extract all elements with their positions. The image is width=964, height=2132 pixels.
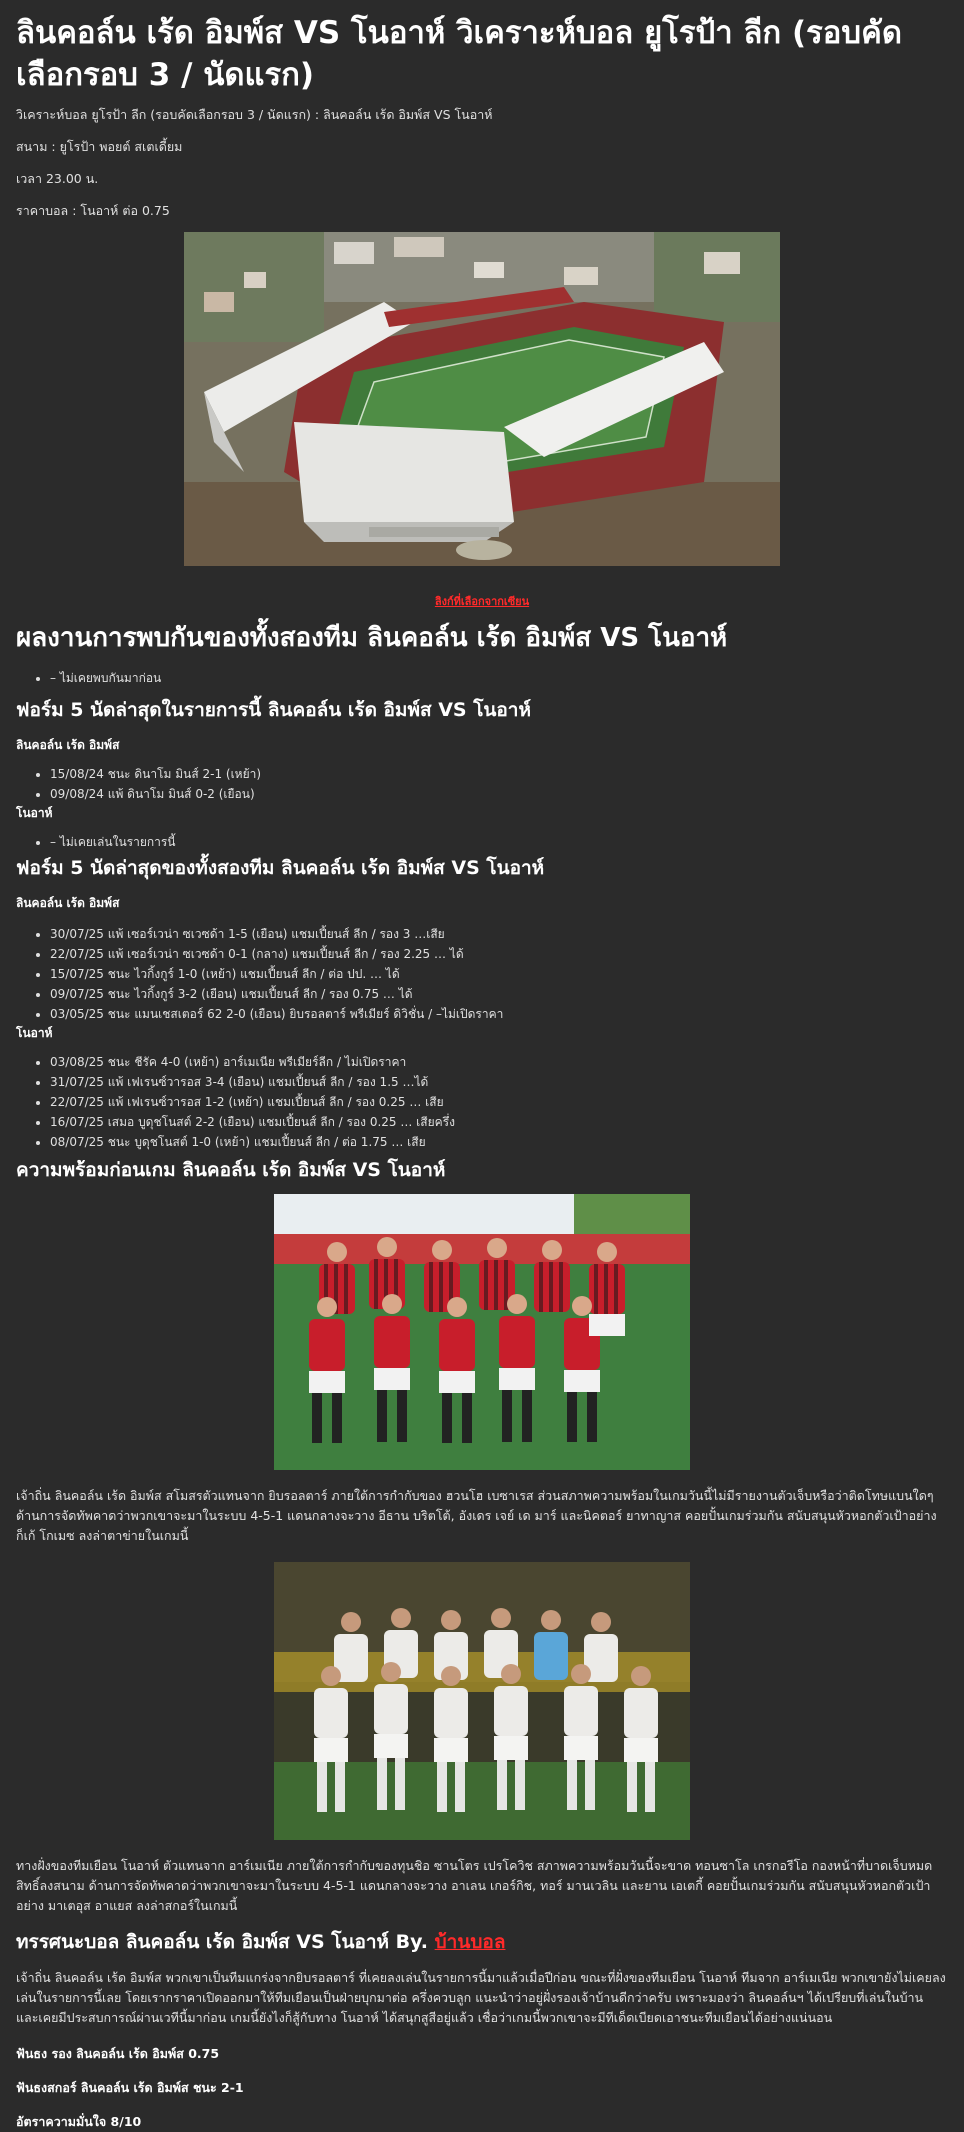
kickoff-time: เวลา 23.00 น. (16, 171, 99, 186)
home-team-photo (274, 1194, 690, 1470)
credit-link[interactable]: ลิงก์ที่เลือกจากเซียน (434, 595, 530, 608)
list-item: • – ไม่เคยพบกันมาก่อน (50, 668, 948, 688)
form-all-away-list (16, 1052, 948, 1152)
home-readiness-text: เจ้าถิ่น ลินคอล์น เร้ด อิมพ์ส สโมสรตัวแทนจาก ยิบรอลตาร์ ภายใต้การกำกับของ ฮวนโฮ เบซาเรส ส่วนสภาพความพร้อมในเกมวันนี้ไม่มีรายงานตัวเจ็บหรือว่าติดโทษแบนใดๆ ด้านการจัดทัพคาดว่าพวกเขาจะมาในระบบ 4-5-1 แดนกลางจะวาง อีธาน บริตโต้, อังเดร เจย์ เด มาร์ และนิคตอร์ ยาทาญาส คอยปั้นเกมร่วมกัน สนับสนุนหัวหอกตัวเป้าอย่าง ก็เก้ โกเมซ ลงล่าตาข่ายในเกมนี้ (16, 1488, 937, 1543)
away-team-photo-wrap (16, 1562, 948, 1844)
list-item: • 31/07/25 แพ้ เฟเรนซ์วารอส 3-4 (เยือน) แชมเปี้ยนส์ ลีก / รอง 1.5 …ได้ (50, 1072, 948, 1092)
list-item: • 09/07/25 ชนะ ไวกิ้งกูร์ 3-2 (เยือน) แชมเปี้ยนส์ ลีก / รอง 0.75 … ได้ (50, 984, 948, 1004)
away-readiness-text: ทางฝั่งของทีมเยือน โนอาห์ ตัวแทนจาก อาร์เมเนีย ภายใต้การกำกับของทุนชิอ ซานโตร เปรโควิช สภาพความพร้อมวันนี้จะขาด ทอนซาโล เกรกอรีโอ กองหน้าที่บาดเจ็บหมดสิทธิ์ลงสนาม ด้านการจัดทัพคาดว่าพวกเขาจะมาในระบบ 4-5-1 แดนกลางจะวาง อาเลน เกอร์กิช, ทอร์ มานเวลิน และยาน เอเตกี้ คอยปั้นเกมร่วมกัน สนับสนุนหัวหอกตัวเป้าอย่าง มาเตอุส อาแยส ลงล่าสกอร์ในเกมนี้ (16, 1858, 933, 1913)
form-comp-home-list (16, 764, 948, 804)
form-all-heading: ฟอร์ม 5 นัดล่าสุดของทั้งสองทีม ลินคอล์น เร้ด อิมพ์ส VS โนอาห์ (16, 857, 545, 879)
list-item: • 03/08/25 ชนะ ชีรัค 4-0 (เหย้า) อาร์เมเนีย พรีเมียร์ลีก / ไม่เปิดราคา (50, 1052, 948, 1072)
away-team-label: โนอาห์ (16, 1026, 53, 1040)
bet-pick: ฟันธง รอง ลินคอล์น เร้ด อิมพ์ส 0.75 (16, 2046, 220, 2061)
odds-text: ราคาบอล : โนอาห์ ต่อ 0.75 (16, 203, 170, 218)
confidence-rating: อัตราความมั่นใจ 8/10 (16, 2114, 142, 2129)
prediction-heading-text: ทรรศนะบอล ลินคอล์น เร้ด อิมพ์ส VS โนอาห์ By. (16, 1931, 428, 1953)
page-title: ลินคอล์น เร้ด อิมพ์ส VS โนอาห์ วิเคราะห์บอล ยูโรป้า ลีก (รอบคัดเลือกรอบ 3 / นัดแรก) (16, 15, 902, 93)
list-item: • 15/08/24 ชนะ ดินาโม มินส์ 2-1 (เหย้า) (50, 764, 948, 784)
prediction-heading (16, 1928, 948, 1956)
h2h-heading: ผลงานการพบกันของทั้งสองทีม ลินคอล์น เร้ด อิมพ์ส VS โนอาห์ (16, 623, 728, 653)
list-item: • 03/05/25 ชนะ แมนเชสเตอร์ 62 2-0 (เยือน) ยิบรอลตาร์ พรีเมียร์ ดิวิชั่น / –ไม่เปิดราคา (50, 1004, 948, 1024)
stadium-text: สนาม : ยูโรป้า พอยต์ สเตเดี้ยม (16, 139, 183, 154)
list-item: • 22/07/25 แพ้ เซอร์เวน่า ซเวซด้า 0-1 (กลาง) แชมเปี้ยนส์ ลีก / รอง 2.25 … ได้ (50, 944, 948, 964)
form-comp-heading: ฟอร์ม 5 นัดล่าสุดในรายการนี้ ลินคอล์น เร้ด อิมพ์ส VS โนอาห์ (16, 699, 531, 721)
list-item: • 08/07/25 ชนะ บูดุชโนสต์ 1-0 (เหย้า) แชมเปี้ยนส์ ลีก / ต่อ 1.75 … เสีย (50, 1132, 948, 1152)
list-item: • – ไม่เคยเล่นในรายการนี้ (50, 832, 948, 852)
home-team-photo-wrap (16, 1194, 948, 1474)
readiness-heading: ความพร้อมก่อนเกม ลินคอล์น เร้ด อิมพ์ส VS โนอาห์ (16, 1159, 446, 1181)
score-pick: ฟันธงสกอร์ ลินคอล์น เร้ด อิมพ์ส ชนะ 2-1 (16, 2080, 244, 2095)
list-item: • 30/07/25 แพ้ เซอร์เวน่า ซเวซด้า 1-5 (เยือน) แชมเปี้ยนส์ ลีก / รอง 3 …เสีย (50, 924, 948, 944)
list-item: • 09/08/24 แพ้ ดินาโม มินส์ 0-2 (เยือน) (50, 784, 948, 804)
form-all-home-list (16, 924, 948, 1024)
credit-link-wrap (16, 592, 948, 610)
site-link[interactable]: บ้านบอล (434, 1931, 506, 1953)
prediction-text: เจ้าถิ่น ลินคอล์น เร้ด อิมพ์ส พวกเขาเป็นทีมแกร่งจากยิบรอลตาร์ ที่เคยลงเล่นในรายการนี้มาแล้วเมื่อปีก่อน ขณะที่ฝั่งของทีมเยือน โนอาห์ ทีมจาก อาร์เมเนีย พวกเขายังไม่เคยลงเล่นในรายการนี้เลย โดยเรากราคาเปิดออกมาให้ทีมเยือนเป็นฝ่ายบุกมาต่อ ครึ่งควบลูก แนะนำว่าอยู่ฝั่งรองเจ้าบ้านดีกว่าครับ เพราะมองว่า ลินคอล์นฯ ได้เปรียบที่เล่นในบ้าน และเคยมีประสบการณ์ผ่านเวทีนี้มาก่อน เกมนี้ยังไงก็สู้กับทาง โนอาห์ ได้สนุกสูสีอยู่แล้ว เชื่อว่าเกมนี้พวกเขาจะมีทีเด็ดเบียดเอาชนะทีมเยือนได้อย่างแน่นอน (16, 1970, 946, 2025)
home-team-label: ลินคอล์น เร้ด อิมพ์ส (16, 896, 120, 910)
match-subtitle: วิเคราะห์บอล ยูโรป้า ลีก (รอบคัดเลือกรอบ 3 / นัดแรก) : ลินคอล์น เร้ด อิมพ์ส VS โนอาห์ (16, 107, 493, 122)
h2h-list (16, 668, 948, 688)
away-team-label: โนอาห์ (16, 806, 53, 820)
form-comp-away-list (16, 832, 948, 852)
stadium-image (184, 232, 780, 566)
list-item: • 16/07/25 เสมอ บูดุชโนสต์ 2-2 (เยือน) แชมเปี้ยนส์ ลีก / รอง 0.25 … เสียครึ่ง (50, 1112, 948, 1132)
home-team-label: ลินคอล์น เร้ด อิมพ์ส (16, 738, 120, 752)
away-team-photo (274, 1562, 690, 1840)
list-item: • 15/07/25 ชนะ ไวกิ้งกูร์ 1-0 (เหย้า) แชมเปี้ยนส์ ลีก / ต่อ ปป. … ได้ (50, 964, 948, 984)
stadium-image-wrap (16, 232, 948, 570)
list-item: • 22/07/25 แพ้ เฟเรนซ์วารอส 1-2 (เหย้า) แชมเปี้ยนส์ ลีก / รอง 0.25 … เสีย (50, 1092, 948, 1112)
